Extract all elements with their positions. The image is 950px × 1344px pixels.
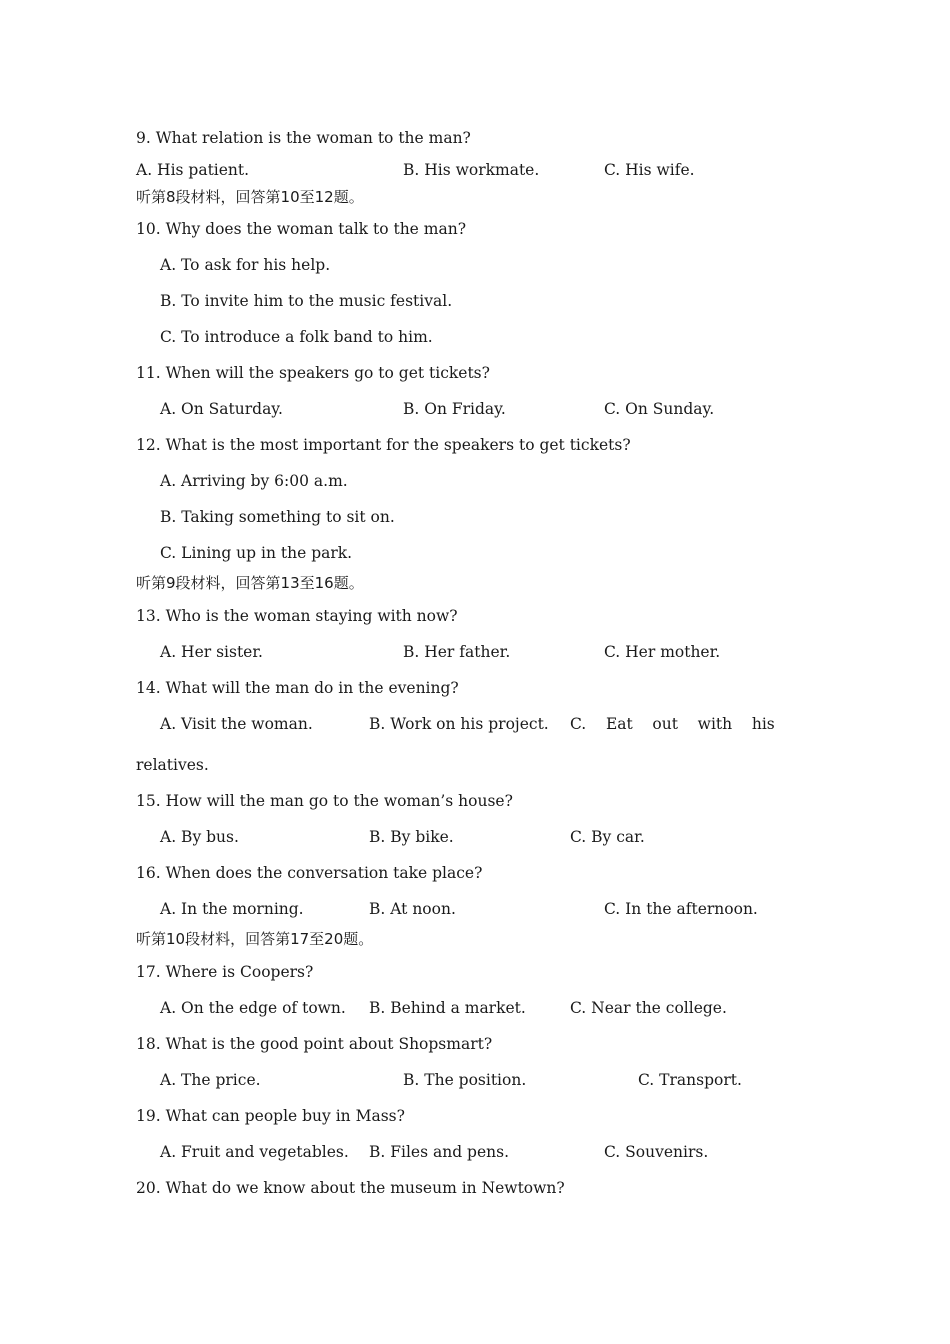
question-14-option-c-continued: relatives. bbox=[136, 756, 209, 774]
question-12-option-b: B. Taking something to sit on. bbox=[160, 508, 395, 526]
question-9-option-a: A. His patient. bbox=[136, 161, 250, 179]
question-13-option-b: B. Her father. bbox=[403, 643, 511, 661]
question-17-option-c: C. Near the college. bbox=[570, 999, 727, 1017]
question-11-stem: 11. When will the speakers go to get tickets? bbox=[136, 364, 490, 382]
question-10-option-c: C. To introduce a folk band to him. bbox=[160, 328, 433, 346]
question-18-option-a: A. The price. bbox=[160, 1071, 261, 1089]
section-8-instruction: 听第8段材料，回答第10至12题。 bbox=[136, 188, 364, 206]
question-19-stem: 19. What can people buy in Mass? bbox=[136, 1107, 405, 1125]
question-15-option-a: A. By bus. bbox=[160, 828, 239, 846]
section-10-instruction: 听第10段材料，回答第17至20题。 bbox=[136, 930, 374, 948]
question-15-stem: 15. How will the man go to the woman’s house? bbox=[136, 792, 513, 810]
question-19-option-b: B. Files and pens. bbox=[369, 1143, 509, 1161]
question-10-option-b: B. To invite him to the music festival. bbox=[160, 292, 453, 310]
question-11-option-b: B. On Friday. bbox=[403, 400, 506, 418]
question-10-option-a: A. To ask for his help. bbox=[160, 256, 331, 274]
question-18-option-c: C. Transport. bbox=[638, 1071, 742, 1089]
question-20-stem: 20. What do we know about the museum in Newtown? bbox=[136, 1179, 565, 1197]
question-9-stem: 9. What relation is the woman to the man? bbox=[136, 129, 471, 147]
question-12-option-c: C. Lining up in the park. bbox=[160, 544, 353, 562]
question-18-stem: 18. What is the good point about Shopsmart? bbox=[136, 1035, 493, 1053]
question-16-option-b: B. At noon. bbox=[369, 900, 456, 918]
question-11-option-c: C. On Sunday. bbox=[604, 400, 715, 418]
question-16-option-c: C. In the afternoon. bbox=[604, 900, 758, 918]
question-13-option-c: C. Her mother. bbox=[604, 643, 721, 661]
question-17-stem: 17. Where is Coopers? bbox=[136, 963, 314, 981]
question-17-option-b: B. Behind a market. bbox=[369, 999, 526, 1017]
question-12-stem: 12. What is the most important for the speakers to get tickets? bbox=[136, 436, 631, 454]
question-19-option-a: A. Fruit and vegetables. bbox=[160, 1143, 349, 1161]
question-11-option-a: A. On Saturday. bbox=[160, 400, 283, 418]
question-13-option-a: A. Her sister. bbox=[160, 643, 263, 661]
question-10-stem: 10. Why does the woman talk to the man? bbox=[136, 220, 467, 238]
question-14-option-c: C. Eat out with his bbox=[570, 715, 775, 733]
question-9-option-b: B. His workmate. bbox=[403, 161, 540, 179]
question-13-stem: 13. Who is the woman staying with now? bbox=[136, 607, 458, 625]
question-15-option-c: C. By car. bbox=[570, 828, 645, 846]
question-14-option-b: B. Work on his project. bbox=[369, 715, 549, 733]
question-14-stem: 14. What will the man do in the evening? bbox=[136, 679, 459, 697]
question-18-option-b: B. The position. bbox=[403, 1071, 527, 1089]
section-9-instruction: 听第9段材料，回答第13至16题。 bbox=[136, 574, 364, 592]
question-15-option-b: B. By bike. bbox=[369, 828, 454, 846]
question-19-option-c: C. Souvenirs. bbox=[604, 1143, 709, 1161]
question-16-stem: 16. When does the conversation take place? bbox=[136, 864, 483, 882]
question-17-option-a: A. On the edge of town. bbox=[160, 999, 346, 1017]
question-12-option-a: A. Arriving by 6:00 a.m. bbox=[160, 472, 348, 490]
question-16-option-a: A. In the morning. bbox=[160, 900, 304, 918]
question-14-option-a: A. Visit the woman. bbox=[160, 715, 313, 733]
question-9-option-c: C. His wife. bbox=[604, 161, 695, 179]
